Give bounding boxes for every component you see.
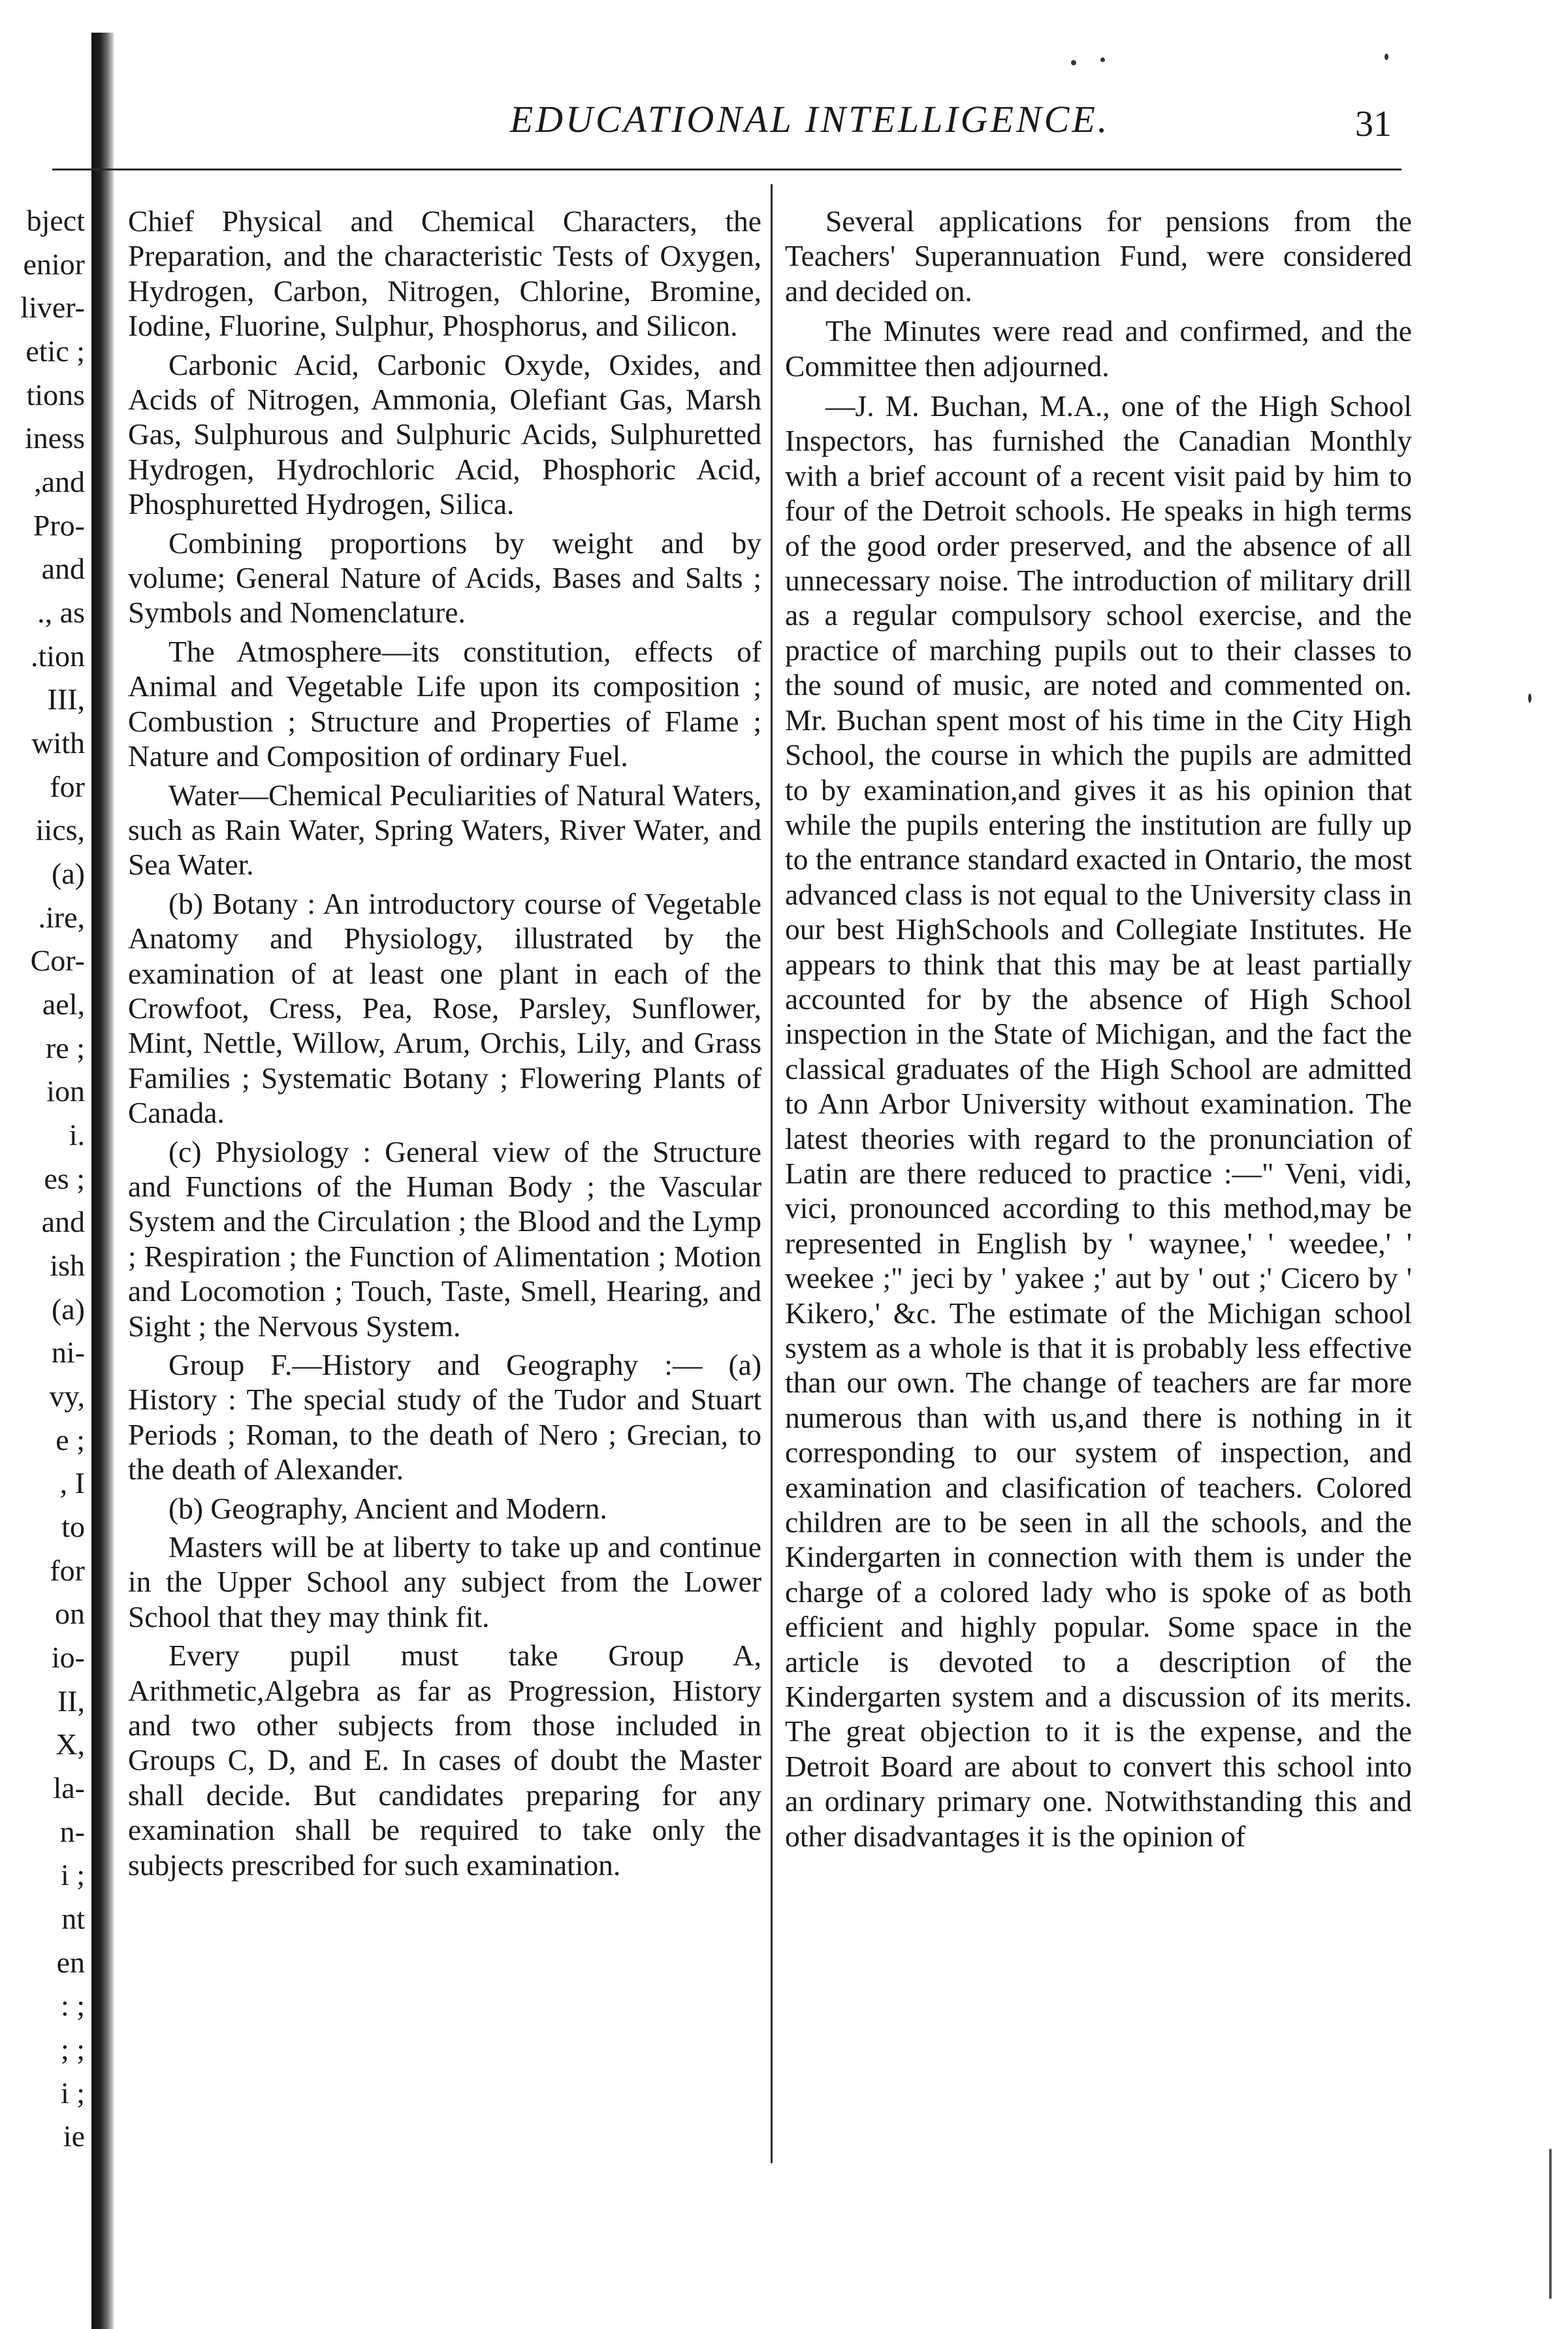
fragment-text: on (55, 1597, 85, 1630)
fragment-text: n- (59, 1815, 85, 1848)
print-speck (1384, 54, 1388, 60)
paragraph: Group F.—History and Geography :— (a) History : The special study of the Tudor and Stuart Periods ; Roman, to the death of Nero ; Grecian, to the death of Alexander. (128, 1348, 761, 1486)
fragment-text: ., as (37, 596, 85, 629)
column-divider (771, 184, 773, 2163)
print-speck (1071, 60, 1076, 65)
fragment-text: : ; (60, 1989, 85, 2022)
fragment-text: (a) (51, 1293, 85, 1326)
fragment-text: ael, (42, 988, 85, 1021)
print-speck (1100, 57, 1105, 62)
fragment-text: en (56, 1946, 85, 1979)
paragraph: Every pupil must take Group A, Arithmetic,Algebra as far as Progression, History and two other subjects from those included in Groups C, D, and E. In cases of doubt the Master shall decide. But candidates preparing for any examination shall be required to take only the subjects prescribed for such examination. (128, 1639, 761, 1882)
fragment-text: II, (57, 1684, 85, 1718)
fragment-text: with (31, 726, 85, 760)
fragment-text: i. (69, 1118, 85, 1151)
fragment-text: iics, (35, 813, 85, 846)
paragraph: Combining proportions by weight and by volume; General Nature of Acids, Bases and Salts ; Symbols and Nomenclature. (128, 526, 761, 630)
fragment-text: III, (47, 683, 85, 716)
paragraph: The Minutes were read and confirmed, and the Committee then adjourned. (785, 314, 1412, 383)
fragment-text: la- (53, 1771, 85, 1805)
fragment-text: ni- (51, 1336, 85, 1369)
fragment-text: to (61, 1510, 85, 1543)
page-number: 31 (1355, 104, 1392, 144)
fragment-text: ion (46, 1074, 85, 1108)
fragment-text: , I (59, 1466, 85, 1500)
fragment-text: re ; (45, 1031, 85, 1065)
paragraph: (b) Botany : An introductory course of Vegetable Anatomy and Physiology, illustrated by the examination of at least one plant in each of the Crowfoot, Cress, Pea, Rose, Parsley, Sunflower, Mint, Nettle, Willow, Arum, Orchis, Lily, and Grass Families ; Systematic Botany ; Flowering Plants of Canada. (128, 886, 761, 1130)
fragment-text: (a) (51, 857, 85, 890)
fragment-text: Cor- (30, 944, 85, 977)
fragment-text: and (41, 552, 85, 585)
fragment-text: io- (51, 1641, 85, 1674)
paragraph: Masters will be at liberty to take up and continue in the Upper School any subject from the Lower School that they may think fit. (128, 1530, 761, 1633)
paragraph: Water—Chemical Peculiarities of Natural Waters, such as Rain Water, Spring Waters, River Water, and Sea Water. (128, 778, 761, 882)
left-column (128, 204, 761, 1886)
fragment-text: vy, (49, 1379, 85, 1413)
fragment-text: .tion (30, 639, 85, 673)
fragment-text: nt (61, 1902, 85, 1935)
fragment-text: tions (26, 378, 85, 411)
paragraph: The Atmosphere—its constitution, effects of Animal and Vegetable Life upon its composition ; Combustion ; Structure and Properties of Flame ; Nature and Composition of ordinary Fuel. (128, 634, 761, 773)
fragment-text: i ; (60, 2076, 85, 2110)
paragraph: Carbonic Acid, Carbonic Oxyde, Oxides, and Acids of Nitrogen, Ammonia, Olefiant Gas, Marsh Gas, Sulphurous and Sulphuric Acids, Sulphuretted Hydrogen, Hydrochloric Acid, Phosphoric Acid, Phosphuretted Hydrogen, Silica. (128, 347, 761, 521)
fragment-text: for (50, 770, 85, 803)
fragment-text: e ; (56, 1423, 85, 1456)
header-rule (128, 169, 1401, 170)
fragment-text: .ire, (38, 901, 85, 934)
fragment-text: Pro- (33, 509, 85, 542)
fragment-text: ish (50, 1249, 85, 1282)
fragment-text: iness (25, 421, 85, 455)
right-column (785, 204, 1412, 1859)
fragment-text: enior (23, 248, 85, 281)
print-speck (1528, 694, 1531, 703)
fragment-text: etic ; (25, 334, 85, 368)
adjacent-page-fragments (0, 204, 85, 2163)
fragment-text: bject (26, 204, 85, 237)
paragraph: (c) Physiology : General view of the Structure and Functions of the Human Body ; the Vascular System and the Circulation ; the Blood and the Lymp ; Respiration ; the Function of Alimentation ; Motion and Locomotion ; Touch, Taste, Smell, Hearing, and Sight ; the Nervous System. (128, 1134, 761, 1343)
fragment-text: ,and (34, 465, 85, 498)
fragment-text: for (50, 1554, 85, 1587)
paragraph: (b) Geography, Ancient and Modern. (168, 1491, 607, 1525)
paragraph: Several applications for pensions from the Teachers' Superannuation Fund, were considered and decided on. (785, 204, 1412, 308)
paragraph: Chief Physical and Chemical Characters, the Preparation, and the characteristic Tests of Oxygen, Hydrogen, Carbon, Nitrogen, Chlorine, Bromine, Iodine, Fluorine, Sulphur, Phosphorus, and Silicon. (128, 204, 761, 343)
paragraph: —J. M. Buchan, M.A., one of the High School Inspectors, has furnished the Canadian Monthly with a brief account of a recent visit paid by him to four of the Detroit schools. He speaks in high terms of the good order preserved, and the absence of all unnecessary noise. The introduction of military drill as a regular compulsory school exercise, and the practice of marching pupils out to their classes to the sound of music, are noted and commented on. Mr. Buchan spent most of his time in the City High School, the course in which the pupils are admitted to by examination,and gives it as his opinion that while the pupils entering the institution are fully up to the entrance standard exacted in Ontario, the most advanced class is not equal to the University class in our best HighSchools and Collegiate Institutes. He appears to think that this may be at least partially accounted for by the absence of High School inspection in the State of Michigan, and the fact the classical graduates of the High School are admitted to Ann Arbor University without examination. The latest theories with regard to the pronunciation of Latin are there reduced to practice :—" Veni, vidi, vici, pronounced according to this method,may be represented in English by ' waynee,' ' weedee,' ' weekee ;" jeci by ' yakee ;' aut by ' out ;' Cicero by ' Kikero,' &c. The estimate of the Michigan school system as a whole is that it is probably less effective than our own. The change of teachers are far more numerous than with us,and there is nothing in it corresponding to our system of inspection, and examination and clasification of teachers. Colored children are to be seen in all the schools, and the Kindergarten in connection with them is under the charge of a colored lady who is spoke of as both efficient and highly popular. Some space in the article is devoted to a description of the Kindergarten system and a discussion of its merits. The great objection to it is the expense, and the Detroit Board are about to convert this school into an ordinary primary one. Notwithstanding this and other disadvantages it is the opinion of (785, 389, 1412, 1853)
fragment-text: liver- (20, 291, 85, 324)
fragment-text: i ; (60, 1858, 85, 1891)
binding-shadow (91, 33, 114, 2329)
edge-mark (1549, 2149, 1552, 2299)
fragment-text: ; ; (60, 2032, 85, 2066)
running-header: EDUCATIONAL INTELLIGENCE. (509, 98, 1110, 140)
fragment-text: es ; (44, 1162, 85, 1195)
fragment-text: ie (63, 2119, 85, 2153)
fragment-text: and (41, 1205, 85, 1238)
fragment-text: X, (56, 1727, 85, 1761)
